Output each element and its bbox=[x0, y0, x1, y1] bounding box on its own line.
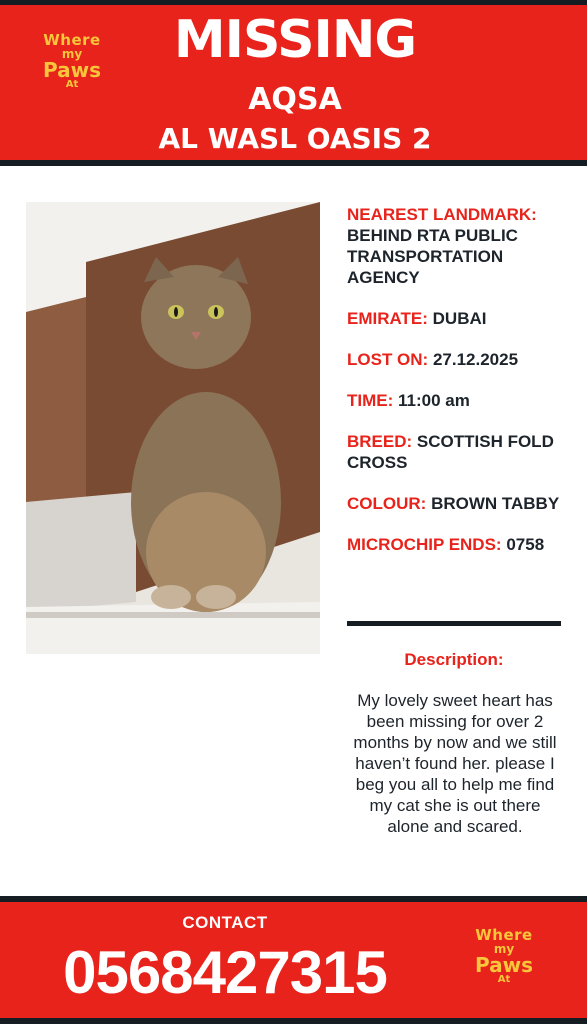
logo-line-2: my bbox=[61, 47, 83, 61]
description-text: My lovely sweet heart has been missing for over 2 months by now and we still haven’t found her. please I beg you all to help me find my cat she is out there alone and scared. bbox=[353, 691, 557, 836]
detail-label: BREED: bbox=[347, 432, 413, 451]
detail-lost-on bbox=[347, 349, 567, 370]
contact-phone[interactable]: 0568427315 bbox=[63, 939, 387, 1006]
detail-label: EMIRATE: bbox=[347, 309, 428, 328]
detail-colour bbox=[347, 493, 567, 514]
logo-line-3: Paws bbox=[475, 953, 533, 977]
contact-label: CONTACT bbox=[182, 913, 268, 932]
description-title: Description: bbox=[404, 650, 504, 669]
logo-line-4: At bbox=[65, 79, 79, 90]
detail-microchip bbox=[347, 534, 567, 555]
detail-label: TIME: bbox=[347, 391, 394, 410]
logo-line-1: Where bbox=[43, 31, 101, 49]
detail-value: SCOTTISH FOLD CROSS bbox=[347, 432, 554, 472]
detail-value: BEHIND RTA PUBLIC TRANSPORTATION AGENCY bbox=[347, 226, 518, 287]
cat-photo bbox=[26, 202, 320, 654]
detail-label: NEAREST LANDMARK: bbox=[347, 205, 537, 224]
details-list bbox=[347, 204, 567, 575]
detail-label: COLOUR: bbox=[347, 494, 427, 513]
detail-nearest-landmark bbox=[347, 204, 567, 288]
details-divider bbox=[347, 621, 561, 626]
detail-emirate bbox=[347, 308, 567, 329]
where-my-paws-at-logo bbox=[34, 33, 110, 90]
detail-label: MICROCHIP ENDS: bbox=[347, 535, 502, 554]
page-title: MISSING bbox=[173, 10, 417, 70]
detail-time bbox=[347, 390, 567, 411]
detail-label: LOST ON: bbox=[347, 350, 429, 369]
detail-value: BROWN TABBY bbox=[431, 494, 560, 513]
logo-line-2: my bbox=[493, 942, 515, 956]
logo-line-3: Paws bbox=[43, 58, 101, 82]
pet-name: AQSA bbox=[248, 82, 342, 117]
bottom-border bbox=[0, 1018, 587, 1024]
logo-line-1: Where bbox=[475, 926, 533, 944]
last-seen-location: AL WASL OASIS 2 bbox=[158, 122, 432, 155]
logo-line-4: At bbox=[497, 974, 511, 985]
where-my-paws-at-logo bbox=[466, 928, 542, 985]
detail-value: 27.12.2025 bbox=[432, 350, 519, 369]
detail-value: 11:00 am bbox=[398, 391, 470, 410]
header-divider bbox=[0, 160, 587, 166]
detail-value: 0758 bbox=[506, 535, 545, 554]
detail-value: DUBAI bbox=[432, 309, 487, 328]
detail-breed bbox=[347, 431, 567, 473]
